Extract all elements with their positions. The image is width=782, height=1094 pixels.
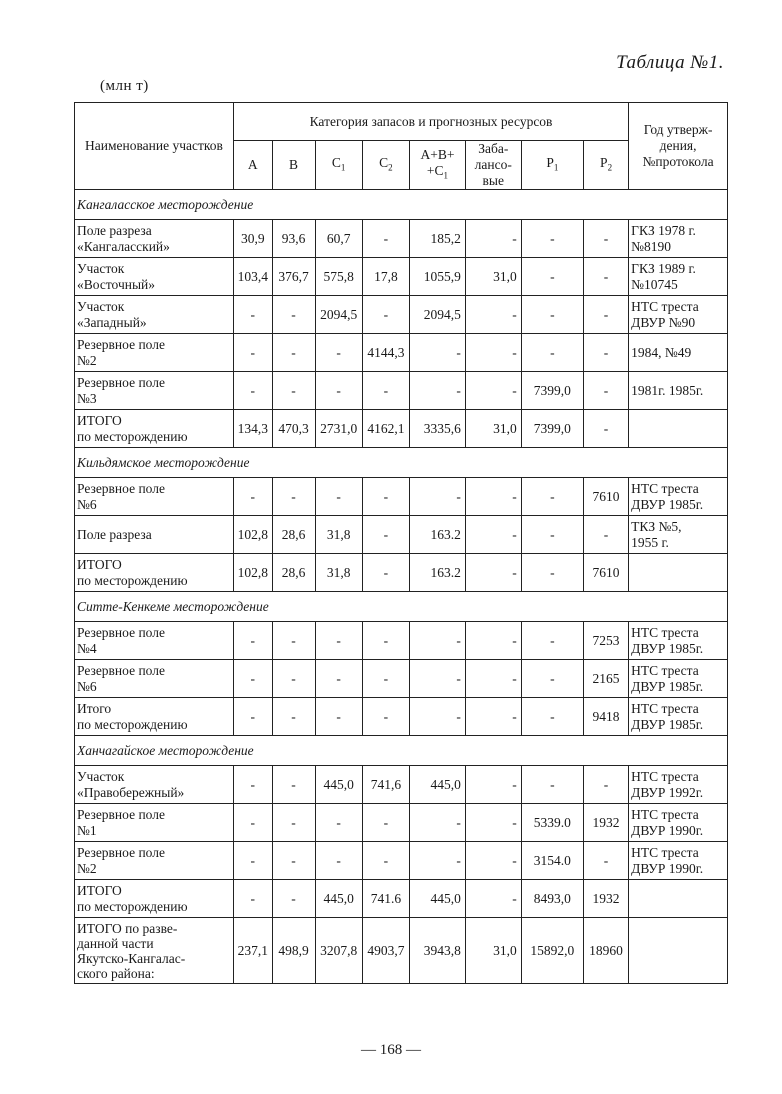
value-cell: - <box>410 660 466 698</box>
row-name <box>75 660 234 698</box>
protocol-line: ДВУР 1990г. <box>631 822 704 838</box>
value-cell: - <box>521 622 583 660</box>
row-name-line: по месторождению <box>77 428 188 444</box>
value-cell: 7253 <box>583 622 628 660</box>
protocol-line: №10745 <box>631 276 678 292</box>
value-cell: 741.6 <box>362 880 409 918</box>
row-name-line: Резервное поле <box>77 336 165 352</box>
value-cell: - <box>465 842 521 880</box>
value-cell: 445,0 <box>315 766 362 804</box>
value-cell: - <box>410 622 466 660</box>
value-cell: - <box>272 660 315 698</box>
total-value-cell: 3943,8 <box>410 918 466 984</box>
value-cell: 7399,0 <box>521 372 583 410</box>
value-cell: 9418 <box>583 698 628 736</box>
value-cell: - <box>465 804 521 842</box>
row-name-line: Резервное поле <box>77 480 165 496</box>
reserves-table <box>74 102 728 984</box>
value-cell: - <box>583 296 628 334</box>
section-row <box>75 592 728 622</box>
value-cell: 30,9 <box>233 220 272 258</box>
table-row <box>75 410 728 448</box>
total-name-line: ского района: <box>77 965 155 981</box>
total-protocol-cell <box>629 918 728 984</box>
table-row <box>75 478 728 516</box>
protocol-line: №8190 <box>631 238 672 254</box>
protocol-line: ДВУР 1985г. <box>631 716 704 732</box>
section-title: Ситте-Кенкеме месторождение <box>75 592 728 622</box>
value-cell: - <box>272 334 315 372</box>
value-cell: - <box>272 766 315 804</box>
value-cell: - <box>521 554 583 592</box>
value-cell: - <box>315 372 362 410</box>
value-cell: - <box>272 372 315 410</box>
total-value-cell: 3207,8 <box>315 918 362 984</box>
value-cell: - <box>272 842 315 880</box>
table-row <box>75 258 728 296</box>
value-cell: - <box>465 334 521 372</box>
value-cell: - <box>583 372 628 410</box>
value-cell: - <box>315 334 362 372</box>
header-c2: $C_2$ <box>362 141 409 190</box>
value-cell: - <box>315 478 362 516</box>
table-row <box>75 766 728 804</box>
protocol-line: 1984, №49 <box>631 344 692 360</box>
value-cell: 7610 <box>583 554 628 592</box>
value-cell: - <box>362 220 409 258</box>
value-cell: - <box>362 516 409 554</box>
value-cell: 134,3 <box>233 410 272 448</box>
value-cell: 4144,3 <box>362 334 409 372</box>
value-cell: - <box>233 804 272 842</box>
value-cell: - <box>315 622 362 660</box>
value-cell: 575,8 <box>315 258 362 296</box>
row-name <box>75 554 234 592</box>
table-row <box>75 804 728 842</box>
value-cell: - <box>272 296 315 334</box>
value-cell: - <box>465 766 521 804</box>
value-cell: - <box>521 478 583 516</box>
value-cell: - <box>272 698 315 736</box>
value-cell: 2094,5 <box>410 296 466 334</box>
value-cell: - <box>521 766 583 804</box>
section-row <box>75 736 728 766</box>
protocol-line: ДВУР №90 <box>631 314 696 330</box>
total-value-cell: 15892,0 <box>521 918 583 984</box>
row-name-line: «Правобережный» <box>77 784 185 800</box>
row-name-line: Итого <box>77 700 112 716</box>
header-p1: $P_1$ <box>521 141 583 190</box>
value-cell: 2165 <box>583 660 628 698</box>
value-cell: 31,0 <box>465 410 521 448</box>
row-name-line: ИТОГО <box>77 412 122 428</box>
protocol-line: 1955 г. <box>631 534 669 550</box>
value-cell: - <box>465 478 521 516</box>
value-cell: - <box>362 842 409 880</box>
protocol-cell <box>629 804 728 842</box>
protocol-cell <box>629 478 728 516</box>
value-cell: - <box>583 766 628 804</box>
table-row <box>75 880 728 918</box>
row-name-line: по месторождению <box>77 572 188 588</box>
value-cell: - <box>315 842 362 880</box>
value-cell: 17,8 <box>362 258 409 296</box>
value-cell: 31,8 <box>315 516 362 554</box>
row-name-line: «Кангаласский» <box>77 238 170 254</box>
table-body <box>75 190 728 984</box>
protocol-line: ДВУР 1985г. <box>631 640 704 656</box>
row-name-line: №2 <box>77 352 97 368</box>
row-name <box>75 410 234 448</box>
value-cell: - <box>233 372 272 410</box>
value-cell: 102,8 <box>233 554 272 592</box>
value-cell: - <box>233 622 272 660</box>
section-title: Кильдямское месторождение <box>75 448 728 478</box>
protocol-cell <box>629 516 728 554</box>
value-cell: 185,2 <box>410 220 466 258</box>
value-cell: - <box>521 296 583 334</box>
section-row <box>75 190 728 220</box>
value-cell: 7399,0 <box>521 410 583 448</box>
value-cell: - <box>465 622 521 660</box>
value-cell: - <box>583 334 628 372</box>
value-cell: - <box>362 622 409 660</box>
section-row <box>75 448 728 478</box>
section-title: Кангаласское месторождение <box>75 190 728 220</box>
row-name-line: №3 <box>77 390 97 406</box>
value-cell: - <box>521 334 583 372</box>
value-cell: - <box>465 698 521 736</box>
row-name-line: Резервное поле <box>77 374 165 390</box>
value-cell: - <box>233 766 272 804</box>
protocol-cell <box>629 296 728 334</box>
total-row <box>75 918 728 984</box>
value-cell: - <box>272 804 315 842</box>
value-cell: 163.2 <box>410 516 466 554</box>
protocol-line: ДВУР 1992г. <box>631 784 704 800</box>
header-b: B <box>272 141 315 190</box>
row-name <box>75 698 234 736</box>
value-cell: 1932 <box>583 804 628 842</box>
row-name-line: Поле разреза <box>77 222 152 238</box>
total-value-cell: 498,9 <box>272 918 315 984</box>
value-cell: - <box>315 660 362 698</box>
protocol-line: НТС треста <box>631 624 699 640</box>
row-name-line: Участок <box>77 298 125 314</box>
total-name-line: данной части <box>77 935 154 951</box>
row-name <box>75 842 234 880</box>
value-cell: 163.2 <box>410 554 466 592</box>
protocol-cell <box>629 842 728 880</box>
value-cell: - <box>583 410 628 448</box>
header-zab: Заба-лансо-вые <box>465 141 521 190</box>
protocol-cell <box>629 334 728 372</box>
row-name-line: по месторождению <box>77 716 188 732</box>
row-name-line: Участок <box>77 260 125 276</box>
row-name <box>75 258 234 296</box>
value-cell: 741,6 <box>362 766 409 804</box>
value-cell: 102,8 <box>233 516 272 554</box>
row-name <box>75 296 234 334</box>
value-cell: 28,6 <box>272 554 315 592</box>
protocol-cell <box>629 622 728 660</box>
row-name <box>75 334 234 372</box>
protocol-cell <box>629 880 728 918</box>
row-name <box>75 804 234 842</box>
protocol-cell <box>629 258 728 296</box>
page-number: — 168 — <box>361 1042 421 1058</box>
row-name-line: Участок <box>77 768 125 784</box>
value-cell: 445,0 <box>315 880 362 918</box>
value-cell: 3154.0 <box>521 842 583 880</box>
value-cell: - <box>410 804 466 842</box>
protocol-line: ГКЗ 1989 г. <box>631 260 696 276</box>
value-cell: - <box>315 698 362 736</box>
value-cell: - <box>465 660 521 698</box>
value-cell: - <box>362 804 409 842</box>
units-label: (млн т) <box>100 78 149 94</box>
protocol-cell <box>629 698 728 736</box>
row-name-line: №2 <box>77 860 97 876</box>
total-value-cell: 237,1 <box>233 918 272 984</box>
header-abc1: A+B+ $+C_1$ <box>410 141 466 190</box>
value-cell: 1055,9 <box>410 258 466 296</box>
value-cell: - <box>362 296 409 334</box>
header-p2: $P_2$ <box>583 141 628 190</box>
value-cell: 470,3 <box>272 410 315 448</box>
value-cell: - <box>362 660 409 698</box>
value-cell: - <box>465 516 521 554</box>
table-caption: Таблица №1. <box>616 52 724 73</box>
protocol-line: 1981г. 1985г. <box>631 382 704 398</box>
protocol-line: НТС треста <box>631 806 699 822</box>
protocol-line: ДВУР 1985г. <box>631 496 704 512</box>
protocol-line: НТС треста <box>631 662 699 678</box>
value-cell: 445,0 <box>410 766 466 804</box>
header-a: A <box>233 141 272 190</box>
value-cell: 3335,6 <box>410 410 466 448</box>
total-name <box>75 918 234 984</box>
value-cell: 28,6 <box>272 516 315 554</box>
value-cell: - <box>583 516 628 554</box>
protocol-line: ДВУР 1990г. <box>631 860 704 876</box>
row-name <box>75 220 234 258</box>
value-cell: - <box>410 698 466 736</box>
row-name <box>75 766 234 804</box>
value-cell: - <box>465 554 521 592</box>
table-row <box>75 334 728 372</box>
value-cell: 4162,1 <box>362 410 409 448</box>
header-name: Наименование участков <box>75 103 234 190</box>
value-cell: - <box>272 622 315 660</box>
row-name-line: ИТОГО <box>77 882 122 898</box>
value-cell: - <box>272 478 315 516</box>
value-cell: 60,7 <box>315 220 362 258</box>
protocol-cell <box>629 660 728 698</box>
row-name <box>75 372 234 410</box>
protocol-line: ТКЗ №5, <box>631 518 682 534</box>
value-cell: - <box>362 698 409 736</box>
protocol-cell <box>629 372 728 410</box>
value-cell: - <box>410 334 466 372</box>
value-cell: 2094,5 <box>315 296 362 334</box>
table-row <box>75 622 728 660</box>
value-cell: - <box>233 334 272 372</box>
value-cell: - <box>521 660 583 698</box>
table-row <box>75 296 728 334</box>
total-name-line: ИТОГО по разве- <box>77 920 178 936</box>
value-cell: - <box>465 296 521 334</box>
total-value-cell: 4903,7 <box>362 918 409 984</box>
value-cell: - <box>362 554 409 592</box>
protocol-cell <box>629 554 728 592</box>
protocol-cell <box>629 220 728 258</box>
header-category: Категория запасов и прогнозных ресурсов <box>233 103 628 141</box>
row-name-line: по месторождению <box>77 898 188 914</box>
value-cell: - <box>233 478 272 516</box>
protocol-line: ГКЗ 1978 г. <box>631 222 696 238</box>
value-cell: 445,0 <box>410 880 466 918</box>
protocol-line: НТС треста <box>631 298 699 314</box>
row-name <box>75 478 234 516</box>
row-name-line: №4 <box>77 640 97 656</box>
value-cell: 93,6 <box>272 220 315 258</box>
value-cell: - <box>272 880 315 918</box>
value-cell: - <box>410 372 466 410</box>
row-name-line: №6 <box>77 678 97 694</box>
value-cell: - <box>362 478 409 516</box>
value-cell: 1932 <box>583 880 628 918</box>
value-cell: 2731,0 <box>315 410 362 448</box>
table-row <box>75 842 728 880</box>
value-cell: - <box>521 220 583 258</box>
value-cell: - <box>521 516 583 554</box>
header-year: Год утверж-дения, №протокола <box>629 103 728 190</box>
row-name-line: №1 <box>77 822 97 838</box>
value-cell: - <box>521 258 583 296</box>
value-cell: - <box>465 880 521 918</box>
value-cell: 31,0 <box>465 258 521 296</box>
row-name-line: Резервное поле <box>77 662 165 678</box>
row-name-line: №6 <box>77 496 97 512</box>
row-name <box>75 622 234 660</box>
total-value-cell: 18960 <box>583 918 628 984</box>
row-name-line: Резервное поле <box>77 806 165 822</box>
value-cell: - <box>583 258 628 296</box>
value-cell: 376,7 <box>272 258 315 296</box>
table-row <box>75 220 728 258</box>
row-name <box>75 880 234 918</box>
table-row <box>75 516 728 554</box>
protocol-line: НТС треста <box>631 700 699 716</box>
row-name-line: Резервное поле <box>77 624 165 640</box>
value-cell: 7610 <box>583 478 628 516</box>
row-name-line: Поле разреза <box>77 526 152 542</box>
value-cell: - <box>410 842 466 880</box>
row-name-line: «Восточный» <box>77 276 156 292</box>
protocol-line: НТС треста <box>631 480 699 496</box>
table-row <box>75 698 728 736</box>
protocol-line: НТС треста <box>631 768 699 784</box>
row-name-line: Резервное поле <box>77 844 165 860</box>
total-value-cell: 31,0 <box>465 918 521 984</box>
value-cell: - <box>362 372 409 410</box>
value-cell: - <box>233 880 272 918</box>
row-name-line: ИТОГО <box>77 556 122 572</box>
value-cell: 5339.0 <box>521 804 583 842</box>
value-cell: 103,4 <box>233 258 272 296</box>
value-cell: - <box>233 660 272 698</box>
protocol-line: ДВУР 1985г. <box>631 678 704 694</box>
protocol-cell <box>629 410 728 448</box>
total-name-line: Якутско-Кангалас- <box>77 950 186 966</box>
table-row <box>75 554 728 592</box>
value-cell: - <box>233 698 272 736</box>
row-name <box>75 516 234 554</box>
value-cell: - <box>465 220 521 258</box>
value-cell: - <box>521 698 583 736</box>
value-cell: - <box>233 296 272 334</box>
protocol-line: НТС треста <box>631 844 699 860</box>
row-name-line: «Западный» <box>77 314 147 330</box>
value-cell: - <box>583 220 628 258</box>
value-cell: - <box>583 842 628 880</box>
table-row <box>75 660 728 698</box>
value-cell: - <box>465 372 521 410</box>
protocol-cell <box>629 766 728 804</box>
value-cell: - <box>410 478 466 516</box>
value-cell: - <box>315 804 362 842</box>
value-cell: 8493,0 <box>521 880 583 918</box>
header-c1: $C_1$ <box>315 141 362 190</box>
value-cell: - <box>233 842 272 880</box>
section-title: Ханчагайское месторождение <box>75 736 728 766</box>
value-cell: 31,8 <box>315 554 362 592</box>
table-row <box>75 372 728 410</box>
